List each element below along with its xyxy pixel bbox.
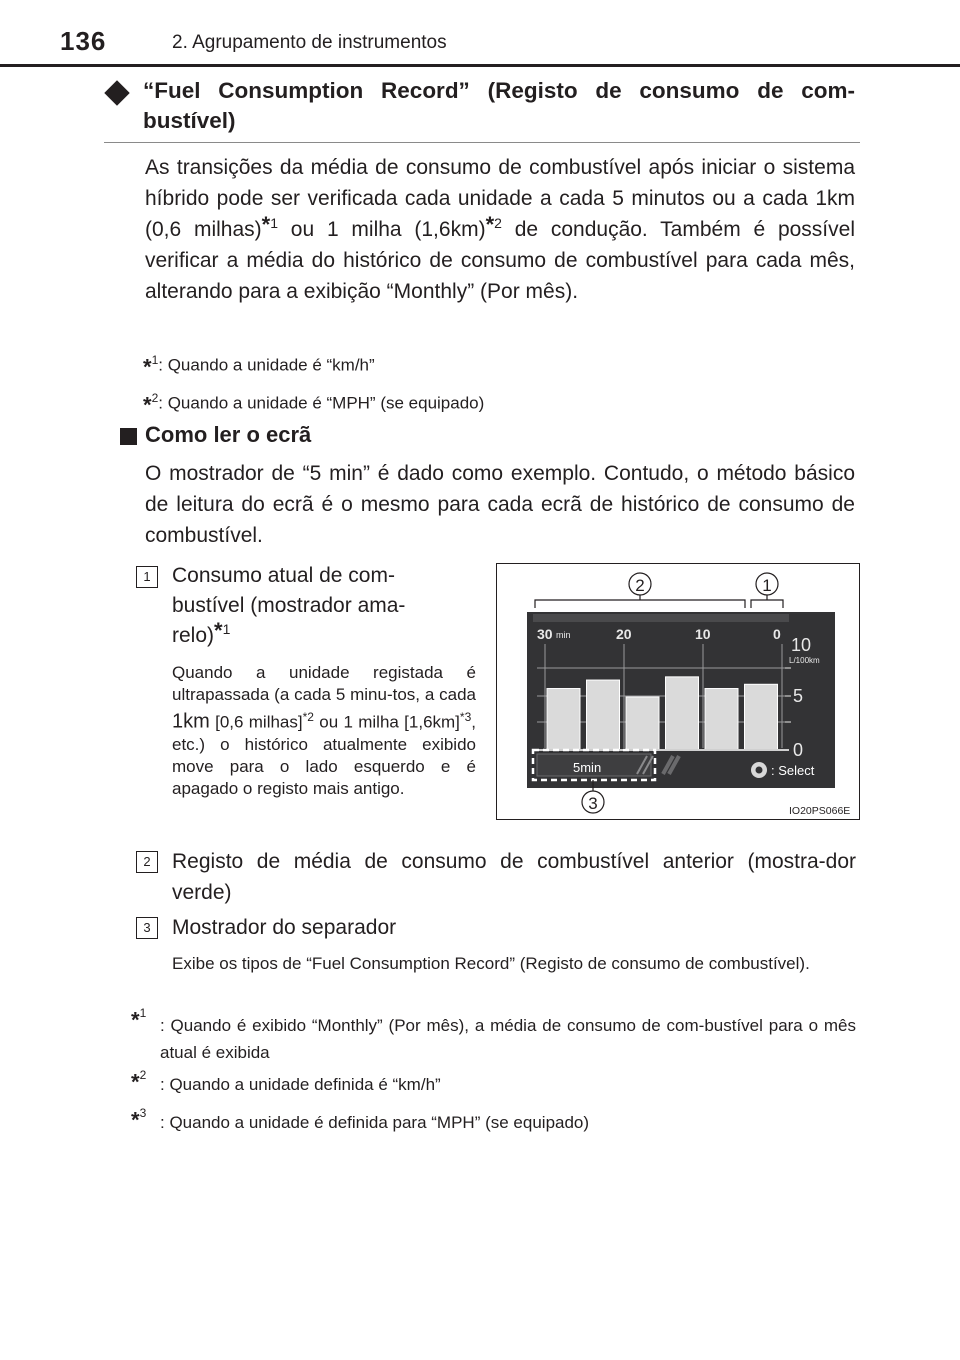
callout-3-label: 3 [588, 794, 598, 813]
item-3-title: Mostrador do separador [172, 916, 397, 939]
diamond-bullet-icon [104, 80, 129, 105]
figure-code: IO20PS066E [789, 805, 851, 817]
bracket-1 [751, 600, 783, 608]
fuel-bar-4 [666, 677, 699, 750]
footnote-1: : Quando é exibido “Monthly” (Por mês), a média de consumo de com-bustível para o mês atual é exibida [160, 1016, 856, 1062]
chapter-title: 2. Agrupamento de instrumentos [172, 32, 447, 53]
footnote-3-mark: *$^3$ [131, 1106, 147, 1133]
item-1-description: Quando a unidade registada é ultrapassada (a cada 5 minu-tos, a cada 1km [0,6 milhas]$^{*2}$ ou 1 milha $[1,6km]^{*3}$, etc.) o histórico atualmente exibido move para o lado esquerdo e é apagado o registo mais antigo. [172, 663, 476, 798]
footnote-2-mark: *$^2$ [131, 1068, 147, 1095]
callout-2-label: 2 [635, 576, 645, 595]
footnote-3: : Quando a unidade é definida para “MPH” (se equipado) [160, 1113, 590, 1132]
item-number-1: 1 [136, 566, 158, 588]
square-bullet-icon [120, 428, 137, 445]
intro-paragraph: As transições da média de consumo de combustível após iniciar o sistema híbrido pode ser verificada cada unidade a cada 5 minutos ou a cada 1km (0,6 milhas)$^{*1}$ ou 1 milha $(1,6km)^{*2}$ de condução. Também é possível verificar a média do histórico de consumo de combustível para cada mês, alterando para a exibição “Monthly” (Por mês). [145, 156, 855, 303]
note-1: *$^1$: Quando a unidade é “km/h” [143, 353, 375, 380]
item-number-3: 3 [136, 917, 158, 939]
x-tick-0: 0 [773, 626, 781, 642]
section-rule [104, 142, 860, 143]
x-tick-30: 30 [537, 626, 553, 642]
item-2-title: Registo de média de consumo de combustível anterior (mostra-dor verde) [172, 850, 856, 904]
fuel-bar-2 [587, 680, 620, 750]
y-tick-10: 10 [791, 635, 812, 655]
y-tick-5: 5 [793, 686, 804, 706]
fuel-record-screen-illustration [497, 564, 859, 819]
callout-1-label: 1 [762, 576, 772, 595]
footnote-1-mark: *$^1$ [131, 1006, 147, 1033]
fuel-bar-6 [745, 684, 778, 750]
header-rule [0, 64, 960, 67]
x-tick-10: 10 [695, 626, 711, 642]
x-tick-min: min [556, 630, 571, 640]
item-number-2: 2 [136, 851, 158, 873]
item-3-description: Exibe os tipos de “Fuel Consumption Record” (Registo de consumo de combustível). [172, 954, 810, 973]
page-number: 136 [60, 26, 107, 56]
x-tick-20: 20 [616, 626, 632, 642]
subsection-intro: O mostrador de “5 min” é dado como exemplo. Contudo, o método básico de leitura do ecrã é o mesmo para cada ecrã de histórico de consumo de combustível. [145, 462, 855, 547]
y-tick-0: 0 [793, 740, 804, 760]
tab-label: 5min [573, 760, 602, 775]
item-1-title: Consumo atual de com- bustível (mostrador ama- relo)$^{*1}$ [172, 564, 406, 647]
fuel-bar-5 [705, 689, 738, 750]
select-label: : Select [771, 763, 815, 778]
fuel-bar-1 [547, 689, 580, 750]
subsection-title: Como ler o ecrã [145, 422, 312, 447]
bracket-2 [535, 600, 745, 608]
unit-label: L/100km [789, 656, 820, 665]
note-2: *$^2$: Quando a unidade é “MPH” (se equipado) [143, 391, 485, 418]
section-title: “Fuel Consumption Record” (Registo de consumo de com-bustível) [143, 78, 855, 133]
footnote-2: : Quando a unidade definida é “km/h” [160, 1075, 441, 1094]
fuel-bar-3 [626, 697, 659, 750]
figure-frame [496, 563, 860, 820]
